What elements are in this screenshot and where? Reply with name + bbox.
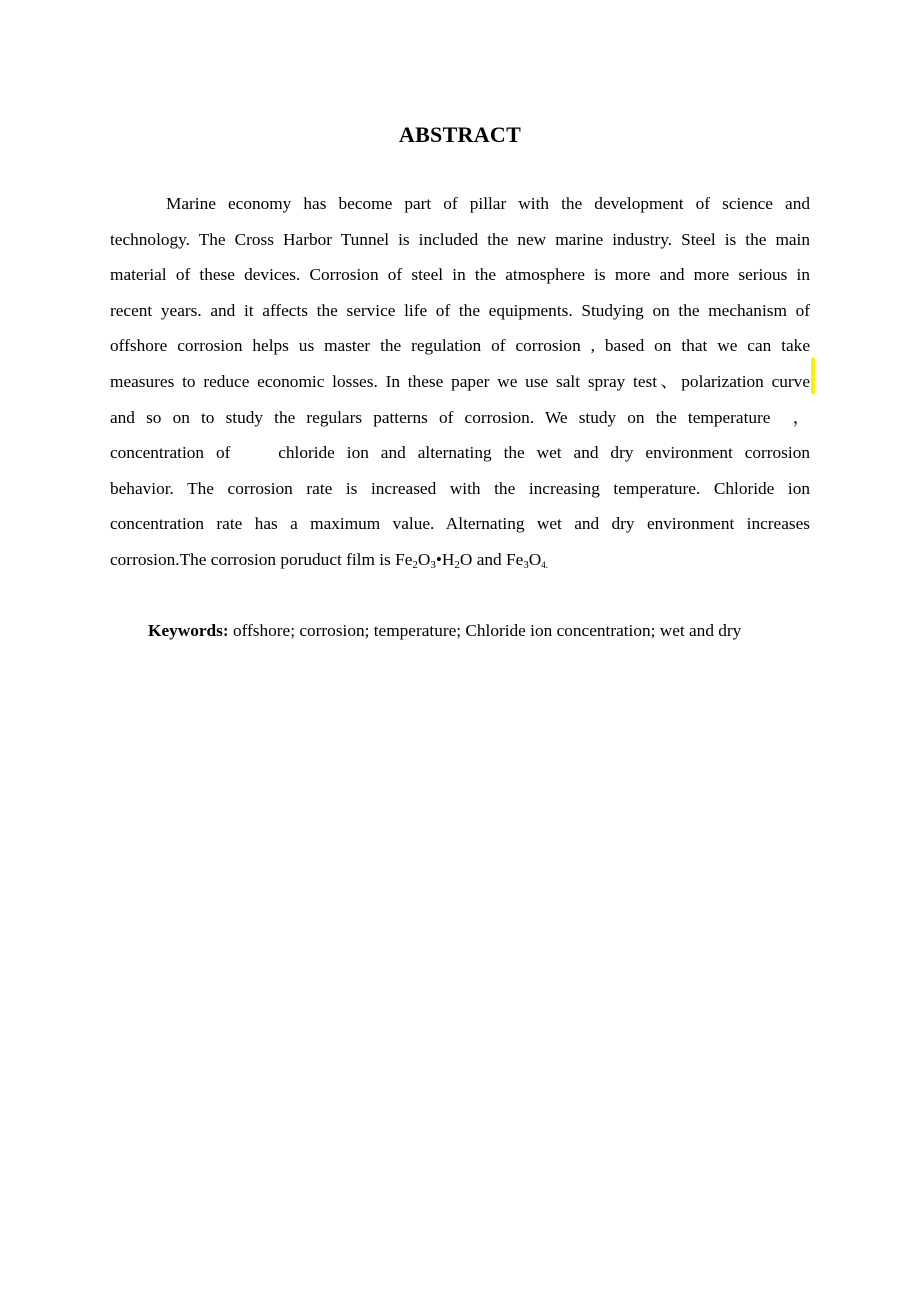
formula-text: corrosion.The corrosion poruduct film is Fe [110,549,413,569]
formula-subscript: 2 [454,558,460,571]
formula-subscript: 4. [541,559,548,570]
formula-text: O [528,549,542,569]
page-title: ABSTRACT [398,122,522,147]
abstract-last-line [110,542,810,578]
formula-text: O and Fe [459,549,524,569]
abstract-line: concentration of chloride ion and alternating the wet and dry environment corrosion [110,443,810,463]
abstract-line: material of these devices. Corrosion of steel in the atmosphere is more and more serious in [110,265,810,285]
abstract-line: behavior. The corrosion rate is increased with the increasing temperature. Chloride ion [110,478,810,498]
abstract-line: recent years. and it affects the service life of the equipments. Studying on the mechanism of [110,300,810,320]
abstract-line: offshore corrosion helps us master the regulation of corrosion , based on that we can take [110,336,810,356]
formula-subscript: 3 [430,558,436,571]
abstract-line: technology. The Cross Harbor Tunnel is included the new marine industry. Steel is the main [110,229,810,249]
abstract-line: Marine economy has become part of pillar with the development of science and [166,194,810,213]
formula-subscript: 3 [523,558,529,571]
keywords-text: offshore; corrosion; temperature; Chloride ion concentration; wet and dry [228,621,742,640]
formula-subscript: 2 [412,558,418,571]
abstract-line: concentration rate has a maximum value. Alternating wet and dry environment increases [110,514,810,534]
abstract-body [110,186,810,578]
keywords [148,616,741,646]
abstract-line: and so on to study the regulars patterns of corrosion. We study on the temperature ， [110,407,810,427]
abstract-line: measures to reduce economic losses. In these paper we use salt spray test、polarization curve [110,371,810,391]
formula-text: •H [435,549,455,569]
formula-text: O [417,549,431,569]
keywords-label: Keywords: [148,621,229,640]
highlight-marker [811,358,815,394]
